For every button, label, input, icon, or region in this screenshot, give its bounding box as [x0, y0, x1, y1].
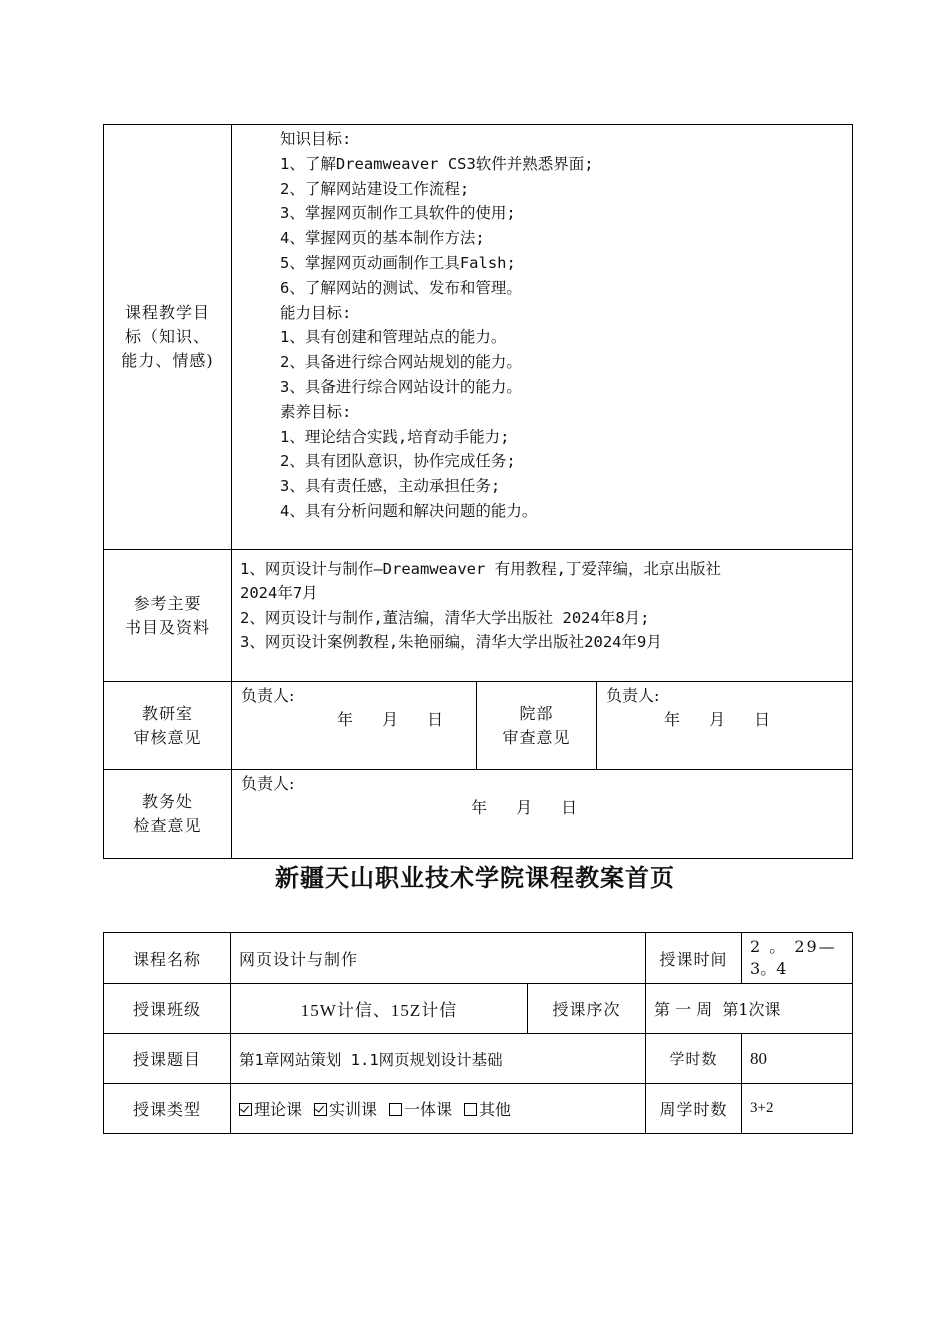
reference-line: 2、网页设计与制作,董洁编，清华大学出版社 2024年8月; [240, 608, 650, 627]
objectives-label-line: 课程教学目 [124, 303, 210, 322]
dept-label-line: 审核意见 [133, 727, 202, 747]
office-label-line: 检查意见 [133, 816, 202, 835]
type-option-label: 其他 [479, 1100, 512, 1119]
responsible-label: 负责人: [606, 686, 660, 705]
type-option-practical[interactable] [314, 1100, 377, 1119]
objective-line: 5、掌握网页动画制作工具Falsh; [280, 253, 516, 272]
checkbox-empty-icon[interactable] [464, 1103, 477, 1116]
college-label-line: 审查意见 [502, 727, 571, 747]
objectives-label [104, 125, 232, 550]
references-label-line: 书目及资料 [124, 617, 210, 637]
reference-line: 3、网页设计案例教程,朱艳丽编，清华大学出版社2024年9月 [240, 633, 662, 651]
topic-label: 授课题目 [104, 1034, 231, 1084]
type-option-label: 实训课 [329, 1100, 378, 1119]
responsible-label: 负责人: [241, 686, 295, 705]
hours-value: 80 [742, 1034, 853, 1084]
checkbox-empty-icon[interactable] [389, 1103, 402, 1116]
objective-line: 4、掌握网页的基本制作方法; [280, 229, 485, 248]
objective-line: 2、了解网站建设工作流程; [280, 179, 470, 198]
college-review-label [477, 682, 597, 770]
objective-line: 1、了解Dreamweaver CS3软件并熟悉界面; [280, 154, 594, 173]
dept-review-signature [232, 682, 477, 770]
office-check-signature [232, 770, 853, 859]
objective-line: 4、具有分析问题和解决问题的能力。 [280, 501, 538, 520]
sign-date: 年 月 日 [337, 710, 456, 729]
college-review-signature [597, 682, 853, 770]
type-options [231, 1084, 646, 1134]
dept-review-label [104, 682, 232, 770]
hours-label: 学时数 [646, 1034, 742, 1084]
class-label: 授课班级 [104, 984, 231, 1034]
objectives-label-line: 能力、情感) [121, 351, 214, 370]
responsible-label: 负责人: [241, 774, 295, 793]
class-value: 15W计信、15Z计信 [231, 984, 528, 1034]
objectives-content [232, 125, 853, 550]
references-label-line: 参考主要 [133, 593, 202, 613]
cover-table [103, 932, 853, 1134]
checkbox-checked-icon[interactable] [239, 1103, 252, 1116]
objective-line: 3、掌握网页制作工具软件的使用; [280, 204, 516, 223]
type-option-label: 理论课 [254, 1100, 303, 1119]
objective-line: 1、理论结合实践,培育动手能力; [280, 427, 510, 446]
reference-line: 2024年7月 [240, 584, 318, 602]
objective-line: 2、具有团队意识，协作完成任务; [280, 452, 516, 471]
office-label-line: 教务处 [141, 792, 193, 811]
course-name-value: 网页设计与制作 [231, 933, 646, 984]
order-value: 第 一 周 第1次课 [646, 984, 853, 1034]
time-line: 3。4 [750, 959, 787, 978]
weekly-hours-value: 3+2 [742, 1084, 853, 1134]
type-label: 授课类型 [104, 1084, 231, 1134]
objective-line: 能力目标: [280, 303, 352, 322]
objective-line: 3、具有责任感，主动承担任务; [280, 477, 501, 496]
objective-line: 素养目标: [280, 402, 352, 421]
time-value [742, 933, 853, 984]
objective-line: 知识目标: [280, 130, 352, 148]
references-content [232, 550, 853, 682]
type-option-integrated[interactable] [389, 1100, 452, 1119]
objective-line: 1、具有创建和管理站点的能力。 [280, 328, 507, 347]
course-name-label: 课程名称 [104, 933, 231, 984]
references-label [104, 550, 232, 682]
type-option-label: 一体课 [404, 1100, 453, 1119]
sign-date: 年 月 日 [664, 710, 783, 729]
page-title: 新疆天山职业技术学院课程教案首页 [275, 864, 675, 892]
time-line: 2 。 29— [750, 937, 837, 956]
time-label: 授课时间 [646, 933, 742, 984]
dept-label-line: 教研室 [141, 703, 193, 723]
objective-line: 3、具备进行综合网站设计的能力。 [280, 377, 522, 396]
weekly-hours-label: 周学时数 [646, 1084, 742, 1134]
college-label-line: 院部 [519, 703, 554, 723]
reference-line: 1、网页设计与制作—Dreamweaver 有用教程,丁爱萍编，北京出版社 [240, 559, 721, 578]
objective-line: 6、了解网站的测试、发布和管理。 [280, 278, 522, 297]
office-check-label [104, 770, 232, 859]
order-label: 授课序次 [528, 984, 646, 1034]
type-option-theory[interactable] [239, 1100, 302, 1119]
type-option-other[interactable] [464, 1100, 511, 1119]
objectives-label-line: 标（知识、 [124, 327, 210, 346]
checkbox-checked-icon[interactable] [314, 1103, 327, 1116]
top-table [103, 124, 853, 859]
sign-date: 年 月 日 [471, 798, 590, 817]
topic-value: 第1章网站策划 1.1网页规划设计基础 [231, 1034, 646, 1084]
objective-line: 2、具备进行综合网站规划的能力。 [280, 353, 522, 372]
